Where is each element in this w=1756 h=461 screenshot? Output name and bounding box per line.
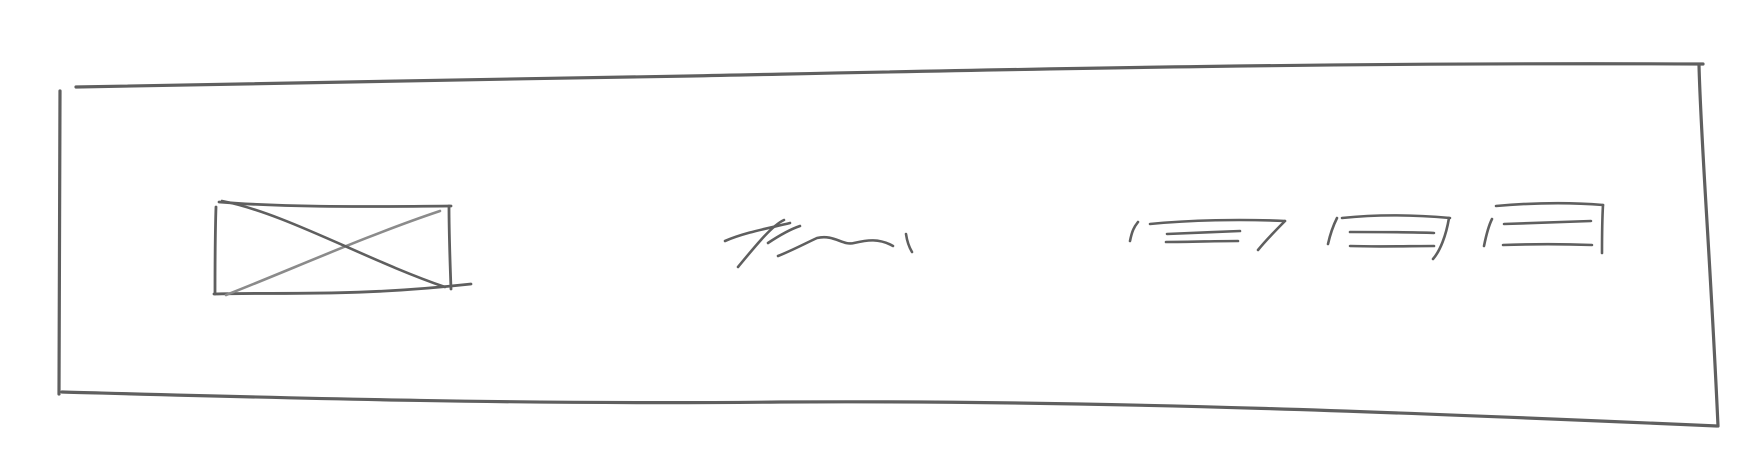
- nav-item-3[interactable]: [1475, 195, 1615, 263]
- page-title-scribble: [715, 210, 925, 278]
- nav-item-2[interactable]: [1318, 205, 1460, 267]
- logo-image-placeholder[interactable]: [208, 195, 478, 301]
- nav-item-1[interactable]: [1120, 205, 1298, 263]
